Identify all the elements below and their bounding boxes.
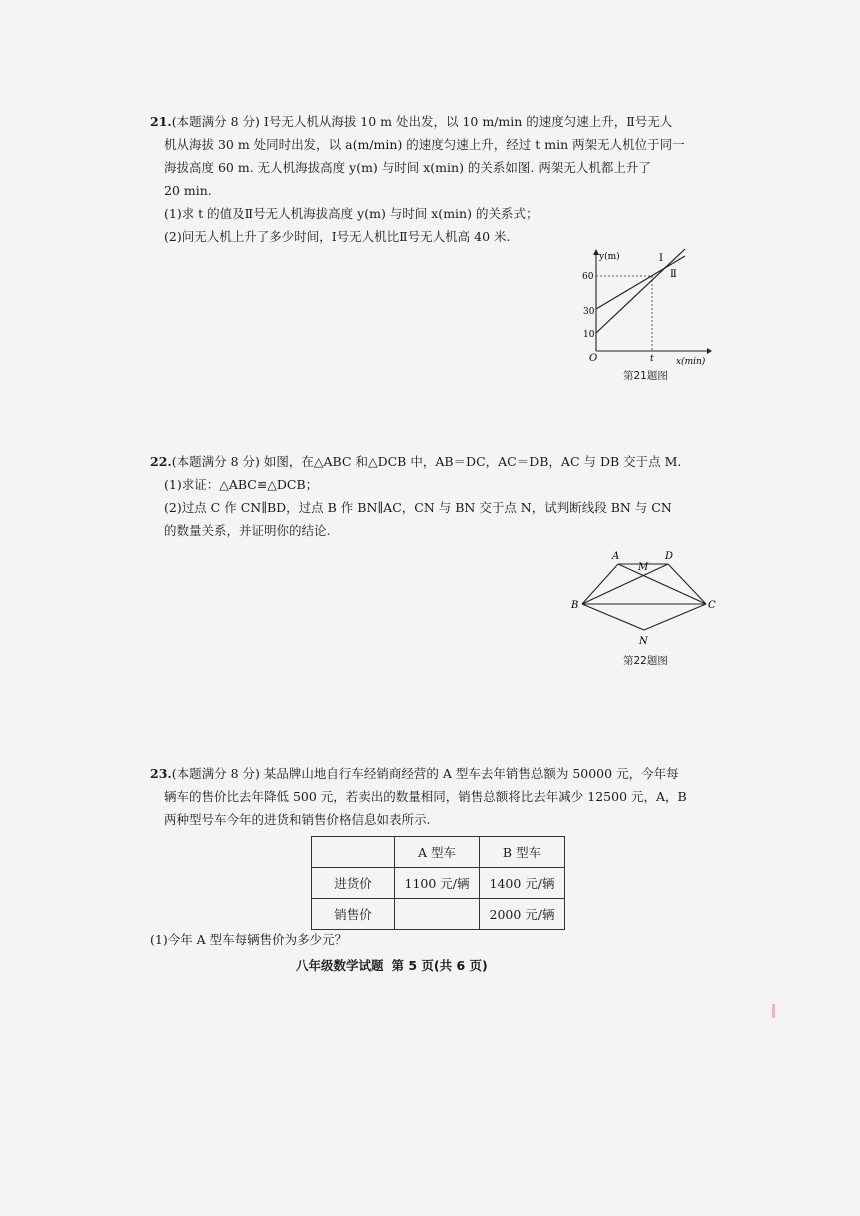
table-row bbox=[312, 899, 565, 930]
y-tick-label: 10 bbox=[583, 330, 595, 340]
sub-question-1: (1)今年 A 型车每辆售价为多少元？ bbox=[150, 932, 348, 947]
question-text-line: 海拔高度 60 m. 无人机海拔高度 y(m) 与时间 x(min) 的关系如图. 两架无人机都上升了 bbox=[164, 160, 651, 175]
table-cell: 进货价 bbox=[312, 868, 395, 899]
point-label: D bbox=[665, 551, 674, 562]
line-1-label: Ⅰ bbox=[659, 253, 663, 264]
segment-dc bbox=[668, 564, 706, 604]
table-header-row bbox=[312, 837, 565, 868]
sub-question-2: (2)问无人机上升了多少时间，Ⅰ号无人机比Ⅱ号无人机高 40 米. bbox=[164, 229, 511, 244]
point-label: B bbox=[571, 600, 579, 611]
question-number: 22. bbox=[150, 454, 172, 469]
table-header-cell: B 型车 bbox=[480, 837, 565, 868]
table-cell: 1100 元/辆 bbox=[395, 868, 480, 899]
segment-ab bbox=[582, 564, 618, 604]
table-header-cell: A 型车 bbox=[395, 837, 480, 868]
segment-bd bbox=[582, 564, 668, 604]
point-label: A bbox=[612, 551, 620, 562]
table-row bbox=[312, 868, 565, 899]
point-label: C bbox=[708, 600, 716, 611]
line-2 bbox=[596, 256, 685, 309]
question-text-line: 20 min. bbox=[164, 183, 212, 198]
sub-question-1: (1)求证：△ABC≌△DCB； bbox=[164, 477, 319, 492]
question-text-line: 机从海拔 30 m 处同时出发，以 a(m/min) 的速度匀速上升，经过 t min 两架无人机位于同一 bbox=[164, 137, 685, 152]
segment-bn bbox=[582, 604, 644, 630]
sub-question-2: (2)过点 C 作 CN∥BD，过点 B 作 BN∥AC，CN 与 BN 交于点 N，试判断线段 BN 与 CN bbox=[164, 500, 672, 515]
y-axis-label: y(m) bbox=[599, 252, 620, 262]
scan-edge-mark bbox=[772, 1004, 775, 1018]
table-cell: 1400 元/辆 bbox=[480, 868, 565, 899]
x-axis-arrow bbox=[707, 348, 712, 354]
question-22 bbox=[150, 450, 710, 542]
figure-21-graph bbox=[570, 246, 720, 370]
question-23 bbox=[150, 762, 710, 831]
x-axis-label: x(min) bbox=[676, 357, 706, 366]
segment-ac bbox=[618, 564, 706, 604]
question-21 bbox=[150, 110, 710, 248]
sub-question-1: (1)求 t 的值及Ⅱ号无人机海拔高度 y(m) 与时间 x(min) 的关系式； bbox=[164, 206, 539, 221]
question-text-line: (本题满分 8 分) 某品牌山地自行车经销商经营的 A 型车去年销售总额为 50000 元，今年每 bbox=[171, 766, 679, 781]
point-label: N bbox=[639, 636, 648, 647]
figure-22-geometry bbox=[568, 544, 720, 658]
origin-label: O bbox=[589, 353, 598, 364]
footer-subject: 八年级数学试题 bbox=[296, 958, 384, 973]
question-number: 21. bbox=[150, 114, 172, 129]
question-text-line: 辆车的售价比去年降低 500 元，若卖出的数量相同，销售总额将比去年减少 12500 元，A，B bbox=[164, 789, 687, 804]
footer-page-number: 第 5 页(共 6 页) bbox=[391, 958, 488, 973]
figure-21-caption: 第21题图 bbox=[623, 370, 668, 382]
y-tick-label: 30 bbox=[583, 307, 595, 317]
table-header-cell bbox=[312, 837, 395, 868]
segment-cn bbox=[644, 604, 706, 630]
line-2-label: Ⅱ bbox=[670, 269, 677, 280]
table-cell: 2000 元/辆 bbox=[480, 899, 565, 930]
question-text-line: 两种型号车今年的进货和销售价格信息如表所示. bbox=[164, 812, 431, 827]
table-cell: 销售价 bbox=[312, 899, 395, 930]
page-footer bbox=[296, 956, 496, 974]
question-text-line: (本题满分 8 分) Ⅰ号无人机从海拔 10 m 处出发，以 10 m/min 的速度匀速上升，Ⅱ号无人 bbox=[171, 114, 673, 129]
y-tick-label: 60 bbox=[582, 272, 594, 282]
question-text-line: (本题满分 8 分) 如图，在△ABC 和△DCB 中，AB＝DC，AC＝DB，AC 与 DB 交于点 M. bbox=[171, 454, 682, 469]
question-number: 23. bbox=[150, 766, 172, 781]
sub-question-2-cont: 的数量关系，并证明你的结论. bbox=[164, 523, 331, 538]
table-cell bbox=[395, 899, 480, 930]
point-label: M bbox=[638, 562, 649, 573]
question-23-sub bbox=[150, 928, 710, 951]
figure-22-caption: 第22题图 bbox=[623, 655, 668, 667]
x-tick-label: t bbox=[650, 354, 654, 364]
price-table bbox=[311, 836, 565, 930]
